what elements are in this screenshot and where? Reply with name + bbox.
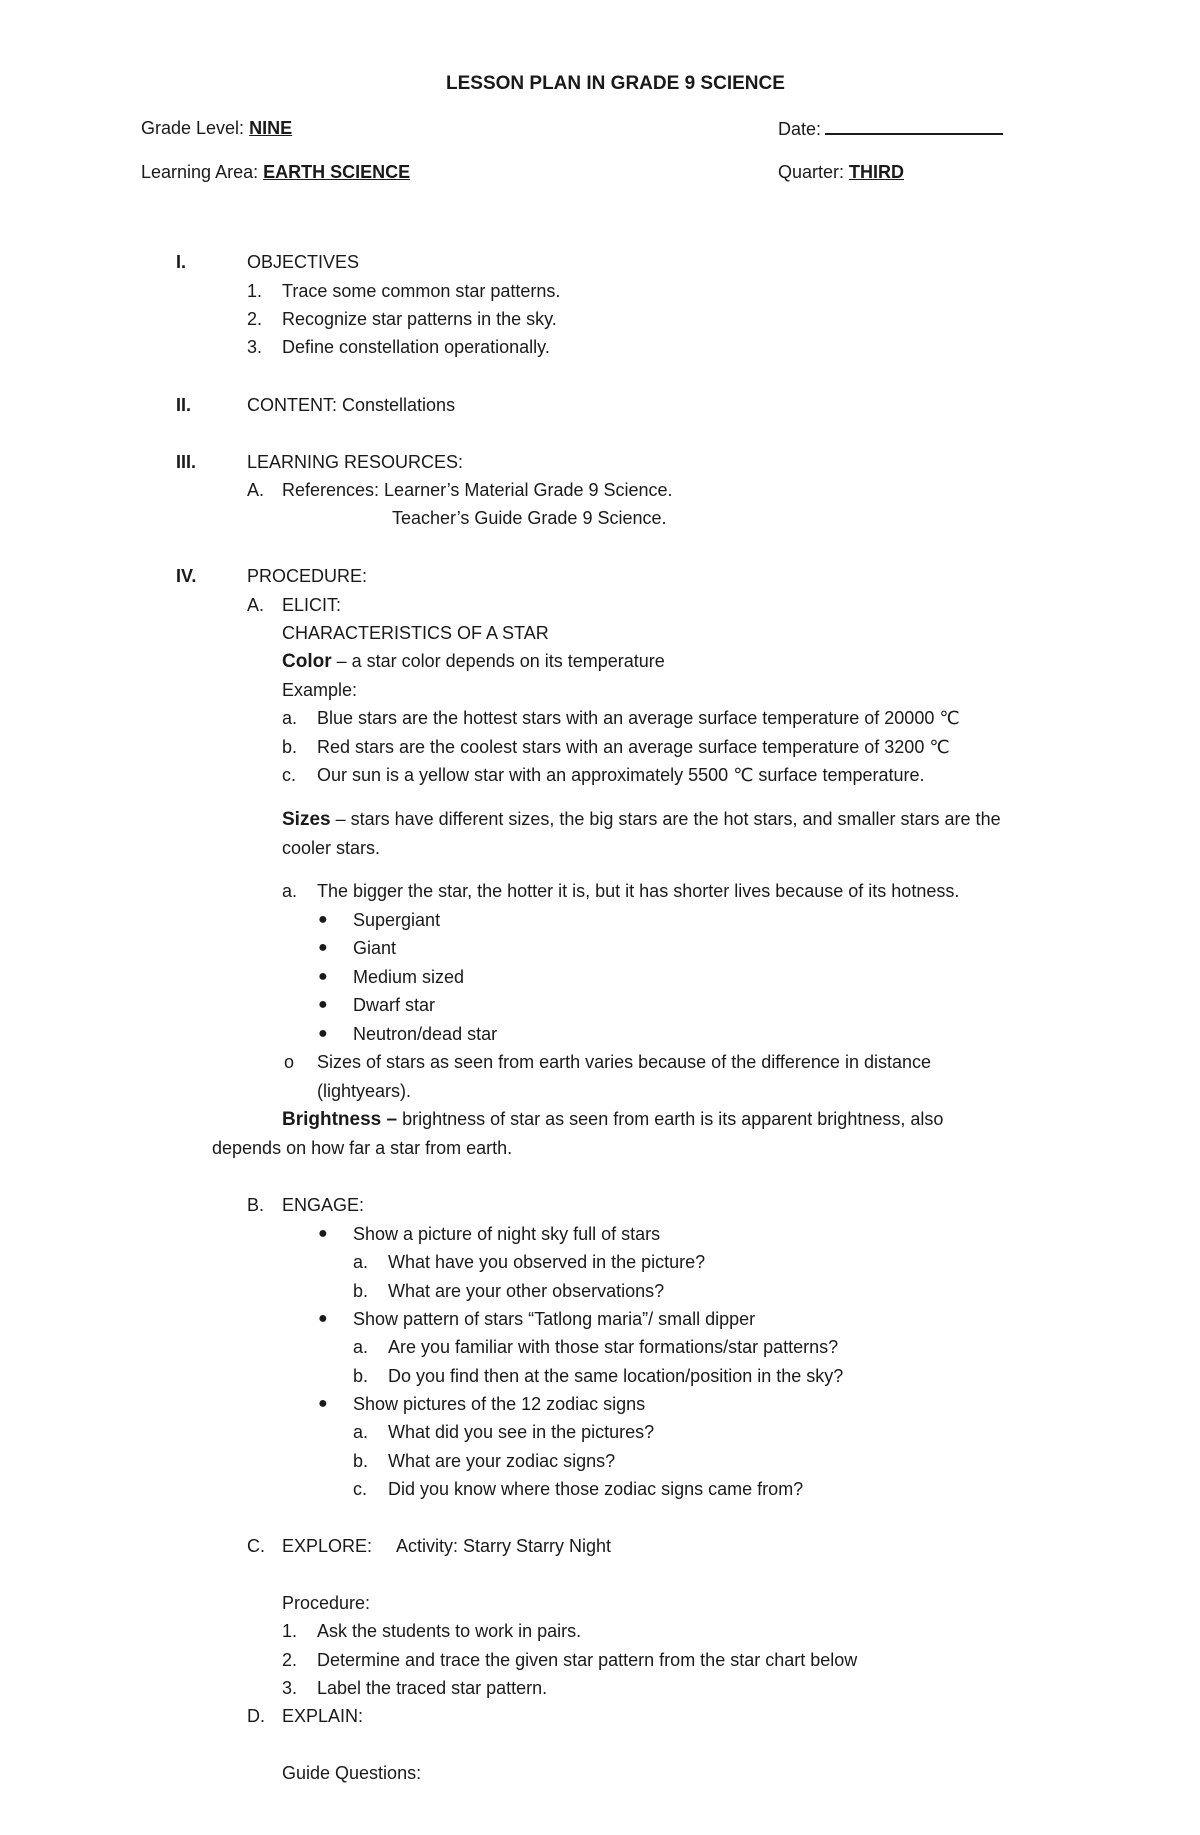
guide-questions-label: Guide Questions: [282,1763,422,1783]
elicit-letter: A. [247,595,265,615]
objectives-numeral: I. [176,252,187,272]
bullet-icon: ● [318,996,328,1013]
grade-level-label: Grade Level: [141,118,245,138]
color-item-letter: c. [282,765,297,785]
resources-letter: A. [247,480,265,500]
star-size-item: Supergiant [353,910,441,930]
brightness-definition [282,1108,943,1131]
sizes-term: Sizes [282,809,331,830]
engage-item-letter: b. [353,1281,369,1301]
objective-text: Define constellation operationally. [282,337,550,357]
procedure-heading: PROCEDURE: [247,566,368,586]
engage-item-text: What are your zodiac signs? [388,1451,616,1471]
engage-item-letter: c. [353,1479,368,1499]
color-term: Color [282,651,332,672]
engage-letter: B. [247,1195,265,1215]
step-number: 3. [282,1678,298,1698]
explore-activity: Activity: Starry Starry Night [396,1536,612,1556]
engage-item-letter: b. [353,1366,369,1386]
step-number: 1. [282,1621,298,1641]
quarter-row [778,161,904,183]
brightness-def: brightness of star as seen from earth is its apparent brightness, also [397,1109,944,1129]
brightness-def-continued: depends on how far a star from earth. [212,1138,513,1158]
color-definition [282,650,665,673]
engage-bullet: Show pictures of the 12 zodiac signs [353,1394,646,1414]
resources-reference-1: References: Learner’s Material Grade 9 Science. [282,480,673,500]
sizes-note-continued: (lightyears). [317,1081,412,1101]
engage-item-text: Are you familiar with those star formations/star patterns? [388,1337,839,1357]
explain-letter: D. [247,1706,265,1726]
content-text: CONTENT: Constellations [247,395,456,415]
grade-level-row [141,117,292,139]
step-text: Ask the students to work in pairs. [317,1621,582,1641]
objective-text: Recognize star patterns in the sky. [282,309,557,329]
objective-text: Trace some common star patterns. [282,281,561,301]
color-item-text: Red stars are the coolest stars with an average surface temperature of 3200 ℃ [317,737,950,757]
sizes-note-text: Sizes of stars as seen from earth varies because of the difference in distance [317,1052,931,1072]
objective-number: 3. [247,337,263,357]
explore-letter: C. [247,1536,265,1556]
engage-item-letter: a. [353,1422,369,1442]
star-size-item: Dwarf star [353,995,436,1015]
objective-number: 1. [247,281,263,301]
learning-area-value: EARTH SCIENCE [263,162,411,182]
bullet-icon: ● [318,968,328,985]
grade-level-value: NINE [249,118,293,138]
engage-item-letter: a. [353,1337,369,1357]
quarter-label: Quarter: [778,162,845,182]
engage-item-text: Did you know where those zodiac signs came from? [388,1479,804,1499]
date-blank-line [825,117,1003,135]
bullet-icon: ● [318,1025,328,1042]
bullet-icon: ● [318,911,328,928]
engage-item-letter: b. [353,1451,369,1471]
color-item-letter: b. [282,737,298,757]
resources-heading: LEARNING RESOURCES: [247,452,464,472]
sizes-item-text: The bigger the star, the hotter it is, but it has shorter lives because of its hotness. [317,881,960,901]
engage-bullet: Show pattern of stars “Tatlong maria”/ small dipper [353,1309,756,1329]
sizes-def: – stars have different sizes, the big stars are the hot stars, and smaller stars are the [330,809,1001,829]
bullet-icon: ● [318,1310,328,1327]
engage-item-text: What did you see in the pictures? [388,1422,655,1442]
sizes-def-continued: cooler stars. [282,838,381,858]
elicit-subheading: CHARACTERISTICS OF A STAR [282,623,549,643]
color-item-letter: a. [282,708,298,728]
resources-reference-2: Teacher’s Guide Grade 9 Science. [392,508,667,528]
star-size-item: Medium sized [353,967,465,987]
bullet-icon: ● [318,1395,328,1412]
step-text: Label the traced star pattern. [317,1678,548,1698]
engage-item-letter: a. [353,1252,369,1272]
date-label: Date: [778,119,822,139]
engage-bullet: Show a picture of night sky full of stars [353,1224,661,1244]
sizes-note-marker: o [284,1052,295,1072]
procedure-label: Procedure: [282,1593,371,1613]
page-title: LESSON PLAN IN GRADE 9 SCIENCE [446,73,785,94]
engage-item-text: What are your other observations? [388,1281,665,1301]
sizes-definition [282,808,1001,831]
step-text: Determine and trace the given star pattern from the star chart below [317,1650,858,1670]
elicit-heading: ELICIT: [282,595,342,615]
color-def: – a star color depends on its temperature [331,651,665,671]
engage-heading: ENGAGE: [282,1195,365,1215]
objective-number: 2. [247,309,263,329]
star-size-item: Giant [353,938,397,958]
brightness-term: Brightness – [282,1109,398,1130]
explore-heading: EXPLORE: [282,1536,373,1556]
star-size-item: Neutron/dead star [353,1024,498,1044]
content-numeral: II. [176,395,192,415]
color-item-text: Our sun is a yellow star with an approximately 5500 ℃ surface temperature. [317,765,925,785]
example-label: Example: [282,680,358,700]
quarter-value: THIRD [849,162,905,182]
bullet-icon: ● [318,1225,328,1242]
bullet-icon: ● [318,939,328,956]
learning-area-row [141,161,410,183]
resources-numeral: III. [176,452,197,472]
date-row [778,117,1003,140]
explain-heading: EXPLAIN: [282,1706,364,1726]
color-item-text: Blue stars are the hottest stars with an average surface temperature of 20000 ℃ [317,708,960,728]
step-number: 2. [282,1650,298,1670]
objectives-heading: OBJECTIVES [247,252,360,272]
engage-item-text: What have you observed in the picture? [388,1252,706,1272]
engage-item-text: Do you find then at the same location/position in the sky? [388,1366,844,1386]
learning-area-label: Learning Area: [141,162,259,182]
procedure-numeral: IV. [176,566,197,586]
sizes-item-letter: a. [282,881,298,901]
